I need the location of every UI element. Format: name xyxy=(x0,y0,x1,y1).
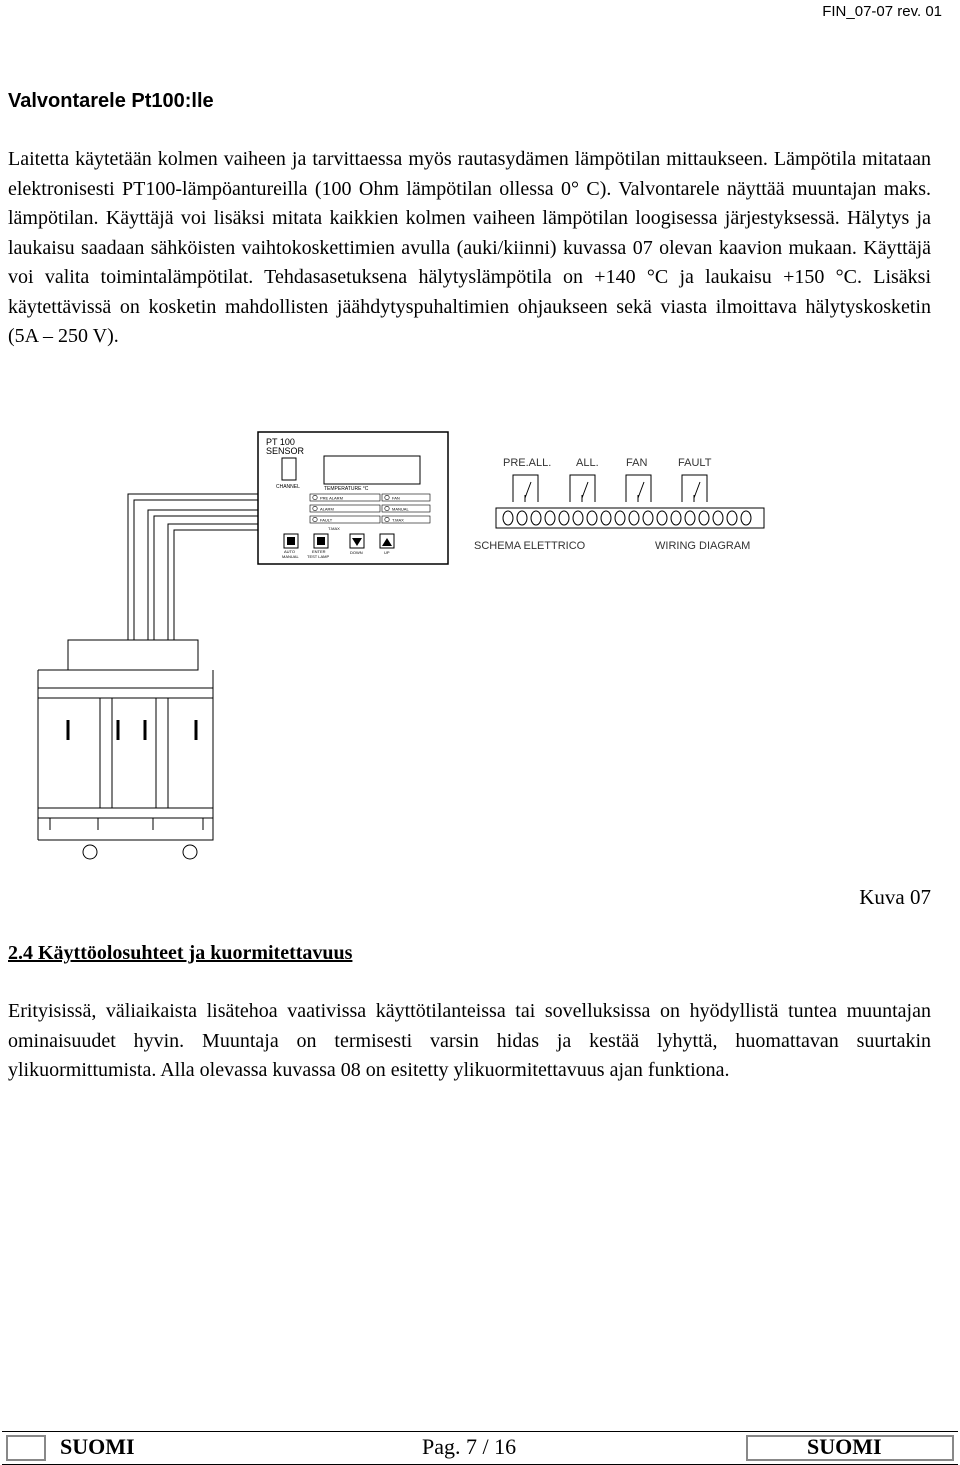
figure-caption: Kuva 07 xyxy=(859,885,931,909)
footer-language-left: SUOMI xyxy=(60,1434,135,1459)
relay-label-fan: FAN xyxy=(626,457,648,469)
terminal-block xyxy=(496,508,764,528)
transformer-terminals xyxy=(68,720,196,740)
btn-enter-label-2: TEST LAMP xyxy=(307,554,330,559)
wiring-label: WIRING DIAGRAM xyxy=(655,540,751,552)
led-pre-alarm: PRE ALARM xyxy=(320,495,343,501)
btn-auto-label-2: MANUAL xyxy=(282,554,299,559)
btn-down-label: DOWN xyxy=(350,550,363,555)
panel-title-1: PT 100 xyxy=(266,437,295,447)
intro-paragraph: Laitetta käytetään kolmen vaiheen ja tarvittaessa myös rautasydämen lämpötilan mittaukseen. Lämpötila mitataan elektronisesti PT100-lämpöantureilla (100 Ohm lämpötilan ollessa 0° C). Valvontarele näyttää muuntajan maks. lämpötilan. Käyttäjä voi lisäksi mitata kaikkien kolmen vaiheen lämpötilan loogisessa järjestyksessä. Hälytys ja laukaisu saadaan sähköisten vaihtokoskettimien avulla (auki/kiinni) kuvassa 07 olevan kaavion mukaan. Käyttäjä voi valita toimintalämpötilat. Tehdasasetuksena hälytyslämpötila on +140 °C ja laukaisu +150 °C. Lisäksi käytettävissä on kosketin mahdollisten jäähdytyspuhaltimien ohjaukseen sekä viasta ilmoittava hälytyskosketin (5A – 250 V). xyxy=(8,148,931,347)
schema-label: SCHEMA ELETTRICO xyxy=(474,540,586,552)
footer-language-right: SUOMI xyxy=(807,1434,882,1459)
body-paragraph: Erityisissä, väliaikaista lisätehoa vaativissa käyttötilanteissa tai sovelluksissa on hyödyllistä tuntea muuntajan ominaisuudet hyvin. Muuntaja on termisesti varsin hidas ja kestää lyhyttä, huomattavan suurtakin ylikuormittumista. Alla olevassa kuvassa 08 on esitetty ylikuormitettavuus ajan funktiona. xyxy=(8,1000,931,1081)
channel-display xyxy=(282,458,296,480)
temperature-display xyxy=(324,456,420,484)
footer-page-number: Pag. 7 / 16 xyxy=(422,1434,517,1459)
btn-up-label: UP xyxy=(384,550,390,555)
relay-label-pre-all: PRE.ALL. xyxy=(503,457,552,469)
led-fan: FAN xyxy=(392,495,400,501)
label-tmax: T.MAX xyxy=(328,526,340,531)
btn-auto-label-1: AUTO xyxy=(284,549,296,554)
subsection-title: 2.4 Käyttöolosuhteet ja kuormitettavuus xyxy=(8,942,353,964)
transformer-drawing xyxy=(38,640,213,859)
led-fault: FAULT xyxy=(320,517,333,523)
btn-enter-label-1: ENTER xyxy=(312,549,326,554)
relay-label-fault: FAULT xyxy=(678,457,712,469)
led-tmax: T.MAX xyxy=(392,517,404,523)
relay-contacts xyxy=(513,475,707,502)
panel-title-2: SENSOR xyxy=(266,446,305,456)
led-alarm: ALARM xyxy=(320,506,334,512)
pt100-wiring-figure xyxy=(28,420,788,875)
document-reference: FIN_07-07 rev. 01 xyxy=(822,3,942,20)
sensor-wires xyxy=(128,494,258,640)
led-manual: MANUAL xyxy=(392,506,409,512)
page-footer xyxy=(2,1431,958,1465)
relay-label-all: ALL. xyxy=(576,457,599,469)
section-title: Valvontarele Pt100:lle xyxy=(8,90,214,112)
label-channel: CHANNEL xyxy=(276,484,300,490)
footer-left-box xyxy=(6,1435,46,1461)
label-temperature: TEMPERATURE °C xyxy=(324,486,369,492)
